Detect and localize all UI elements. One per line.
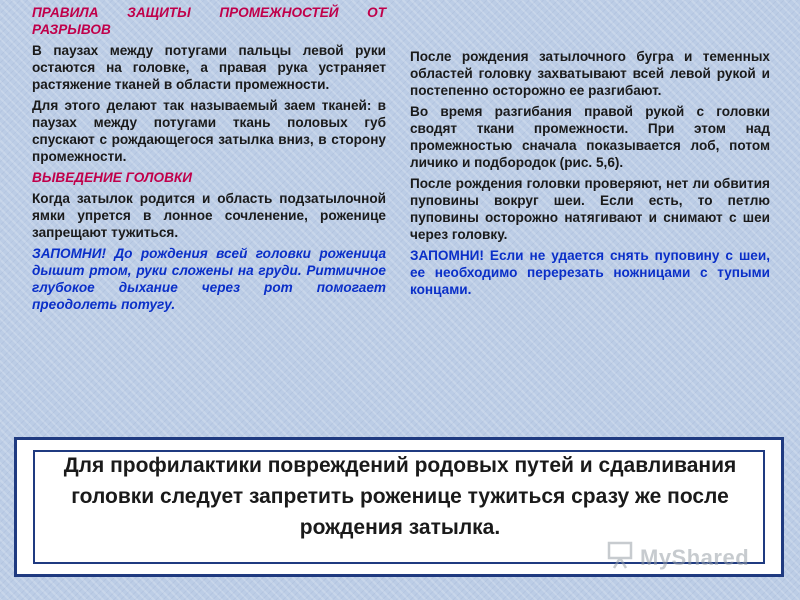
remember-note-breathing: ЗАПОМНИ! До рождения всей головки роженица дышит ртом, руки сложены на груди. Ритмичное глубокое дыхание через рот помогает преодолеть потугу. xyxy=(32,246,386,312)
remember-note-cord: ЗАПОМНИ! Если не удается снять пуповину с шеи, ее необходимо перерезать ножницами с тупыми концами. xyxy=(410,248,770,297)
summary-text: Для профилактики повреждений родовых путей и сдавливания головки следует запретить роженице тужиться сразу же после рождения затылка. xyxy=(63,454,737,539)
heading-perineum-protection: ПРАВИЛА ЗАЩИТЫ ПРОМЕЖНОСТЕЙ ОТ РАЗРЫВОВ xyxy=(32,5,386,37)
paragraph-extension: После рождения затылочного бугра и теменных областей головку захватывают всей левой рукой и постепенно осторожно ее разгибают. xyxy=(410,49,770,98)
paragraph-pauses: В паузах между потугами пальцы левой руки остаются на головке, а правая рука устраняет растяжение тканей в области промежности. xyxy=(32,43,386,92)
watermark-text: MyShared xyxy=(640,544,750,570)
right-column xyxy=(410,48,770,302)
projector-screen-icon xyxy=(606,540,636,575)
paragraph-occiput: Когда затылок родится и область подзатылочной ямки упрется в лонное сочленение, роженице запрещают тужиться. xyxy=(32,191,386,240)
watermark xyxy=(606,540,749,575)
paragraph-face-birth: Во время разгибания правой рукой с головки сводят ткани промежности. При этом над промежностью сначала показывается лоб, потом личико и подбородок (рис. 5,6). xyxy=(410,104,770,170)
left-column xyxy=(32,4,386,317)
heading-head-delivery: ВЫВЕДЕНИЕ ГОЛОВКИ xyxy=(32,170,193,185)
paragraph-cord-check: После рождения головки проверяют, нет ли обвития пуповины вокруг шеи. Если есть, то петлю пуповины осторожно натягивают и снимают с шеи через головку. xyxy=(410,176,770,242)
paragraph-tissue-loan: Для этого делают так называемый заем тканей: в паузах между потугами ткань половых губ спускают с рождающегося затылка вниз, в сторону промежности. xyxy=(32,98,386,164)
